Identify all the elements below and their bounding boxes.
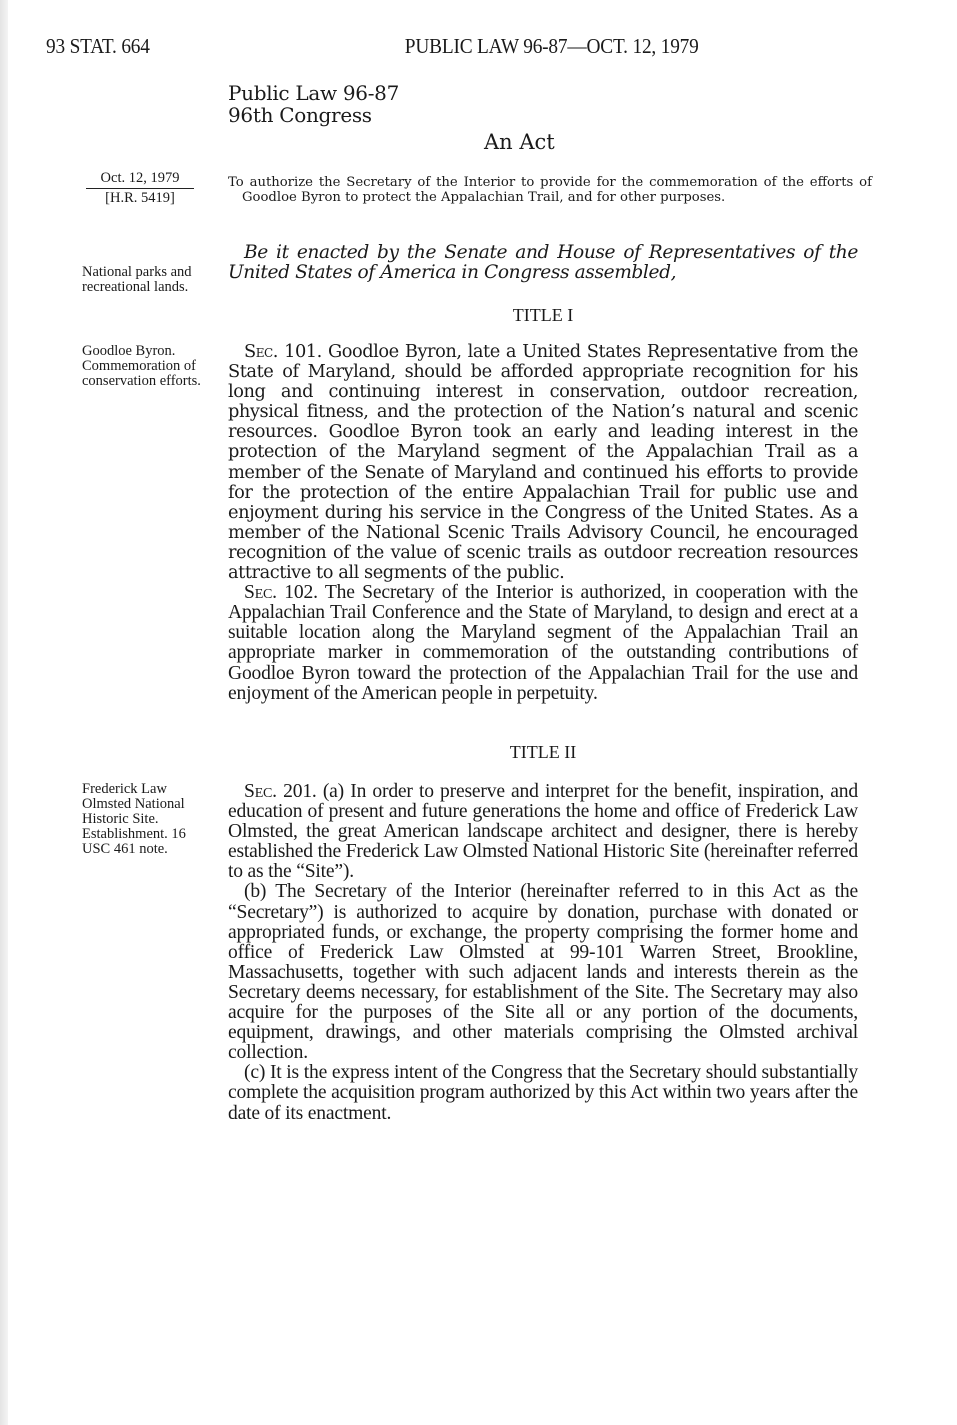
title-i-heading: TITLE I (512, 305, 574, 325)
scan-page-edge (0, 0, 8, 1425)
title-ii-body (228, 782, 858, 1124)
section-label: Sec. 101. (244, 341, 322, 362)
enactment-date: Oct. 12, 1979 (86, 170, 194, 189)
margin-note-goodloe-byron: Goodloe Byron. Commemoration of conservation efforts. (82, 343, 201, 389)
public-law-number: Public Law 96-87 (228, 81, 400, 105)
congress-number: 96th Congress (228, 103, 372, 127)
section-label: Sec. 102. (244, 582, 318, 604)
margin-note-national-parks: National parks and recreational lands. (82, 264, 192, 295)
section-102 (228, 583, 858, 704)
running-head (46, 34, 800, 64)
section-201c (228, 1063, 858, 1123)
title-ii-heading: TITLE II (509, 742, 577, 762)
act-purpose: To authorize the Secretary of the Interior to provide for the commemoration of the efforts of Goodloe Byron to protect the Appalachian Trail, and for other purposes. (228, 175, 872, 205)
section-text: The Secretary of the Interior is authorized, in cooperation with the Appalachian Trail Conference and the State of Maryland, to design and erect at a suitable location along the Maryland segment of the Appalachian Trail an appropriate marker in commemoration of the outstanding contributions of Goodloe Byron toward the protection of the Appalachian Trail for the use and enjoyment of the American people in perpetuity. (228, 582, 858, 704)
section-101 (228, 342, 858, 583)
running-head-title: PUBLIC LAW 96-87—OCT. 12, 1979 (404, 34, 699, 58)
title-i-body (228, 342, 858, 704)
bill-number: [H.R. 5419] (105, 190, 175, 206)
stat-page-number: 93 STAT. 664 (46, 34, 150, 58)
law-heading (228, 82, 399, 126)
act-heading: An Act (484, 130, 555, 154)
enacting-clause: Be it enacted by the Senate and House of Representatives of the United States of America in Congress assembled, (228, 242, 858, 283)
enactment-date-block (86, 170, 194, 207)
margin-note-olmsted: Frederick Law Olmsted National Historic Site. Establishment. 16 USC 461 note. (82, 781, 186, 857)
section-201b (228, 882, 858, 1063)
section-text: (b) The Secretary of the Interior (hereinafter referred to in this Act as the “Secretary”) is authorized to acquire by donation, purchase with donated or appropriated funds, or exchange, the property comprising the former home and office of Frederick Law Olmsted at 99-101 Warren Street, Brookline, Massachusetts, together with such adjacent lands and interests therein as the Secretary deems necessary, for establishment of the Site. The Secretary may also acquire for the purposes of the Site all or any portion of the documents, equipment, drawings, and other materials comprising the Olmsted archival collection. (228, 881, 858, 1064)
section-text: (a) In order to preserve and interpret for the benefit, inspiration, and education of present and future generations the home and office of Frederick Law Olmsted, the great American landscape architect and designer, there is hereby established the Frederick Law Olmsted National Historic Site (hereinafter referred to as the “Site”). (228, 781, 858, 883)
section-text: Goodloe Byron, late a United States Representative from the State of Maryland, should be afforded appropriate recognition for his long and continuing interest in conservation, outdoor recreation, physical fitness, and the protection of the Nation’s natural and scenic resources. Goodloe Byron took an early and leading interest in the protection of the Maryland segment of the Appalachian Trail as a member of the Senate of Maryland and continued his efforts to provide for the protection of the entire Appalachian Trail for public use and enjoyment during his service in the Congress of the United States. As a member of the National Scenic Trails Advisory Council, he encouraged recognition of the value of scenic trails as outdoor recreation resources attractive to all segments of the public. (228, 341, 858, 584)
section-label: Sec. 201. (244, 781, 317, 802)
section-201a (228, 782, 858, 882)
section-text: (c) It is the express intent of the Congress that the Secretary should substantially complete the acquisition program authorized by this Act within two years after the date of its enactment. (228, 1062, 858, 1124)
